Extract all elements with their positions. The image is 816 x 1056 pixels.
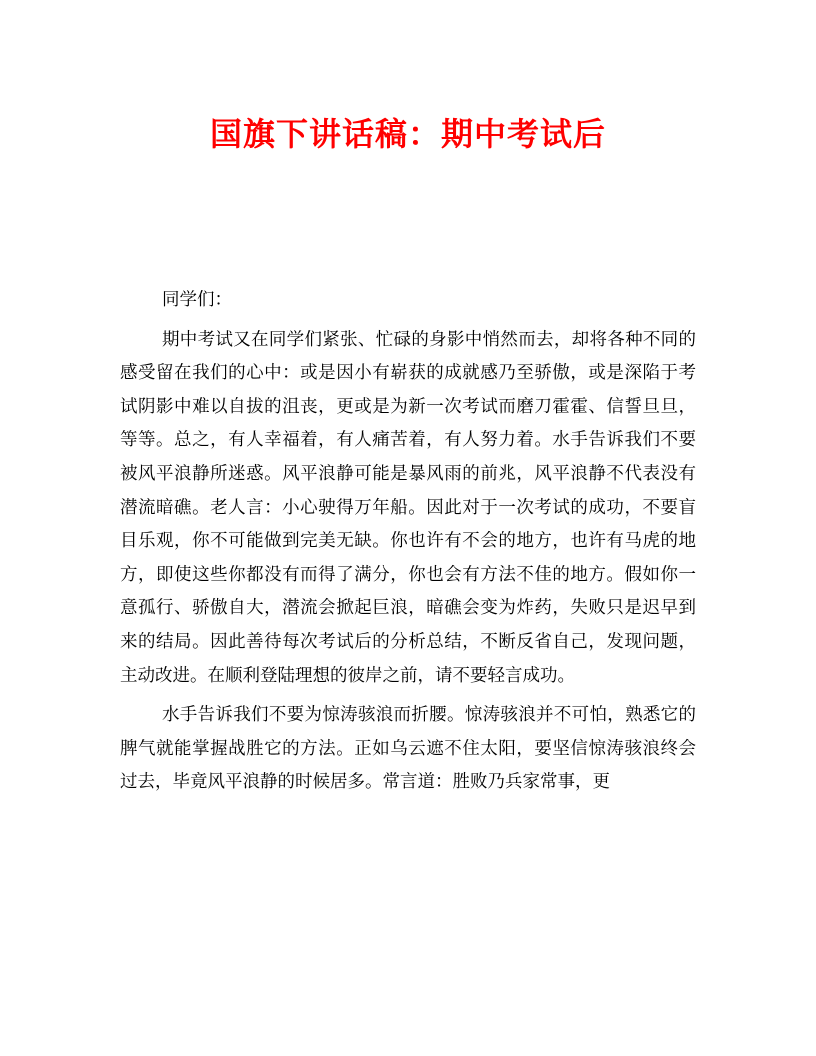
salutation-paragraph: 同学们： bbox=[162, 290, 232, 310]
body-paragraph-1: 期中考试又在同学们紧张、忙碌的身影中悄然而去，却将各种不同的感受留在我们的心中：或是因小有崭获的成就感乃至骄傲，或是深陷于考试阴影中难以自拔的沮丧，更或是为新一次考试而磨刀霍霍、信誓旦旦，等等。总之，有人幸福着，有人痛苦着，有人努力着。水手告诉我们不要被风平浪静所迷惑。风平浪静可能是暴风雨的前兆，风平浪静不代表没有潜流暗礁。老人言：小心驶得万年船。因此对于一次考试的成功，不要盲目乐观，你不可能做到完美无缺。你也许有不会的地方，也许有马虎的地方，即使这些你都没有而得了满分，你也会有方法不佳的地方。假如你一意孤行、骄傲自大，潜流会掀起巨浪，暗礁会变为炸药，失败只是迟早到来的结局。因此善待每次考试后的分析总结，不断反省自己，发现问题，主动改进。在顺利登陆理想的彼岸之前，请不要轻言成功。 bbox=[120, 329, 696, 686]
document-title: 国旗下讲话稿：期中考试后 bbox=[209, 115, 606, 153]
body-paragraph-2: 水手告诉我们不要为惊涛骇浪而折腰。惊涛骇浪并不可怕，熟悉它的脾气就能掌握战胜它的方法。正如乌云遮不住太阳，要坚信惊涛骇浪终会过去，毕竟风平浪静的时候居多。常言道：胜败乃兵家常事，更 bbox=[120, 705, 696, 793]
document-body bbox=[120, 284, 696, 806]
